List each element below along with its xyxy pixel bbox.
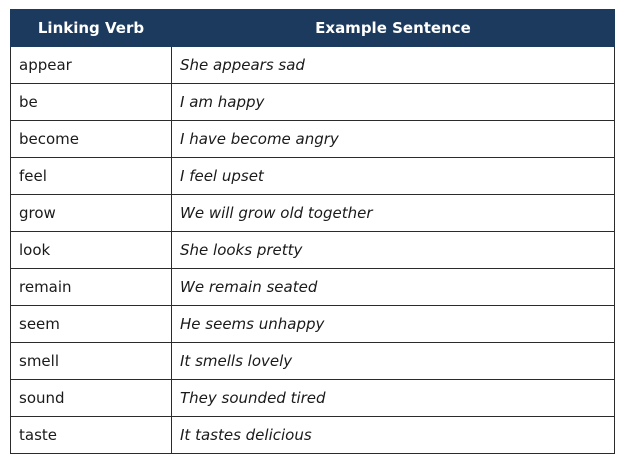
table-row: [11, 232, 615, 269]
sentence-cell: I feel upset: [172, 158, 615, 195]
verb-cell: smell: [11, 343, 172, 380]
sentence-cell: It smells lovely: [172, 343, 615, 380]
table-row: [11, 47, 615, 84]
table-row: [11, 417, 615, 454]
table-row: [11, 121, 615, 158]
verb-cell: seem: [11, 306, 172, 343]
verb-cell: look: [11, 232, 172, 269]
header-linking-verb: Linking Verb: [11, 10, 172, 47]
sentence-cell: She appears sad: [172, 47, 615, 84]
verb-cell: sound: [11, 380, 172, 417]
sentence-cell: He seems unhappy: [172, 306, 615, 343]
table-row: [11, 380, 615, 417]
table-row: [11, 269, 615, 306]
sentence-cell: We will grow old together: [172, 195, 615, 232]
verb-cell: grow: [11, 195, 172, 232]
table-row: [11, 84, 615, 121]
sentence-cell: We remain seated: [172, 269, 615, 306]
table-row: [11, 158, 615, 195]
table-header: [11, 10, 615, 47]
verb-cell: feel: [11, 158, 172, 195]
verb-cell: taste: [11, 417, 172, 454]
sentence-cell: I have become angry: [172, 121, 615, 158]
linking-verbs-table: [10, 9, 615, 454]
table-row: [11, 195, 615, 232]
sentence-cell: It tastes delicious: [172, 417, 615, 454]
header-row: [11, 10, 615, 47]
verb-cell: appear: [11, 47, 172, 84]
sentence-cell: She looks pretty: [172, 232, 615, 269]
verb-cell: be: [11, 84, 172, 121]
table-row: [11, 343, 615, 380]
verb-cell: remain: [11, 269, 172, 306]
linking-verbs-table-container: [10, 9, 614, 454]
verb-cell: become: [11, 121, 172, 158]
header-example-sentence: Example Sentence: [172, 10, 615, 47]
sentence-cell: They sounded tired: [172, 380, 615, 417]
sentence-cell: I am happy: [172, 84, 615, 121]
table-row: [11, 306, 615, 343]
table-body: [11, 47, 615, 454]
